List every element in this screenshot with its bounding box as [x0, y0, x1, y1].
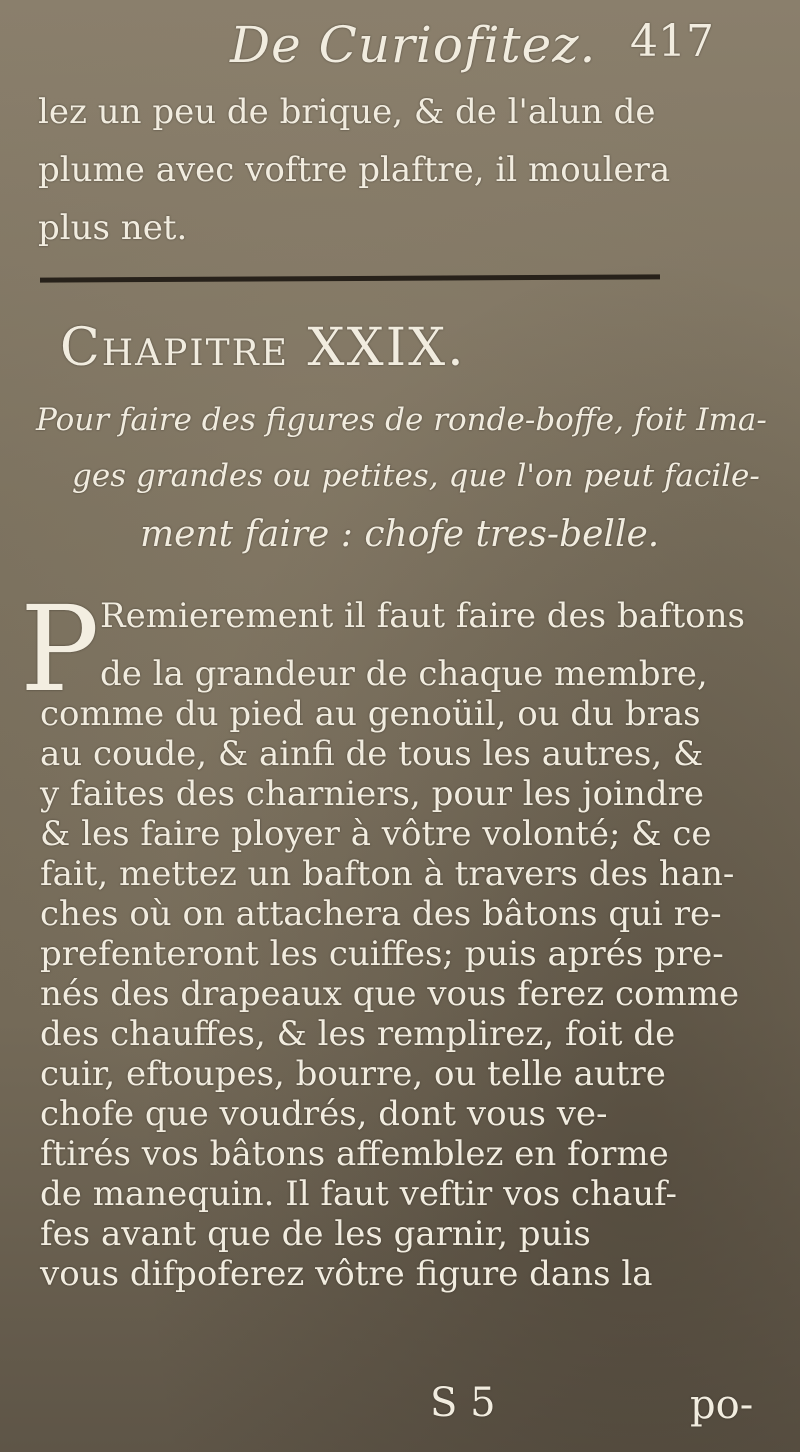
running-head: De Curiofitez.: [230, 16, 597, 74]
body-line: vous difpoferez vôtre figure dans la: [40, 1254, 653, 1294]
body-line: au coude, & ainfi de tous les autres, &: [40, 734, 704, 774]
body-line: fait, mettez un bafton à travers des han-: [40, 854, 735, 894]
body-line: prefenteront les cuiffes; puis aprés pre-: [40, 934, 724, 974]
preceding-text-line: plus net.: [38, 208, 188, 248]
body-line: Remierement il faut faire des baftons: [100, 596, 745, 636]
body-line: cuir, eftoupes, bourre, ou telle autre: [40, 1054, 666, 1094]
signature-mark: S 5: [430, 1380, 496, 1426]
chapter-summary-line: ment faire : chofe tres-belle.: [140, 514, 660, 555]
body-line: ftirés vos bâtons affemblez en forme: [40, 1134, 669, 1174]
page-header: [0, 12, 800, 72]
body-line: ches où on attachera des bâtons qui re-: [40, 894, 722, 934]
chapter-title: Chapitre XXIX.: [60, 318, 466, 378]
body-line: de manequin. Il faut veftir vos chauf-: [40, 1174, 678, 1214]
body-line: nés des drapeaux que vous ferez comme: [40, 974, 740, 1014]
body-line: des chauffes, & les remplirez, foit de: [40, 1014, 676, 1054]
body-line: chofe que voudrés, dont vous ve-: [40, 1094, 608, 1134]
catchword: po-: [690, 1382, 754, 1428]
body-line: de la grandeur de chaque membre,: [100, 654, 708, 694]
chapter-summary-line: Pour faire des figures de ronde-boffe, foit Ima-: [36, 402, 767, 438]
preceding-text-line: plume avec voftre plaftre, il moulera: [38, 150, 671, 190]
drop-cap: P: [20, 580, 100, 718]
chapter-summary-line: ges grandes ou petites, que l'on peut facile-: [72, 458, 760, 494]
chapter-divider-rule: [40, 274, 660, 282]
body-line: y faites des charniers, pour les joindre: [40, 774, 704, 814]
body-line: & les faire ployer à vôtre volonté; & ce: [40, 814, 712, 854]
preceding-text-line: lez un peu de brique, & de l'alun de: [38, 92, 656, 132]
body-line: comme du pied au genoüil, ou du bras: [40, 694, 701, 734]
page-number: 417: [630, 16, 714, 67]
body-line: fes avant que de les garnir, puis: [40, 1214, 591, 1254]
